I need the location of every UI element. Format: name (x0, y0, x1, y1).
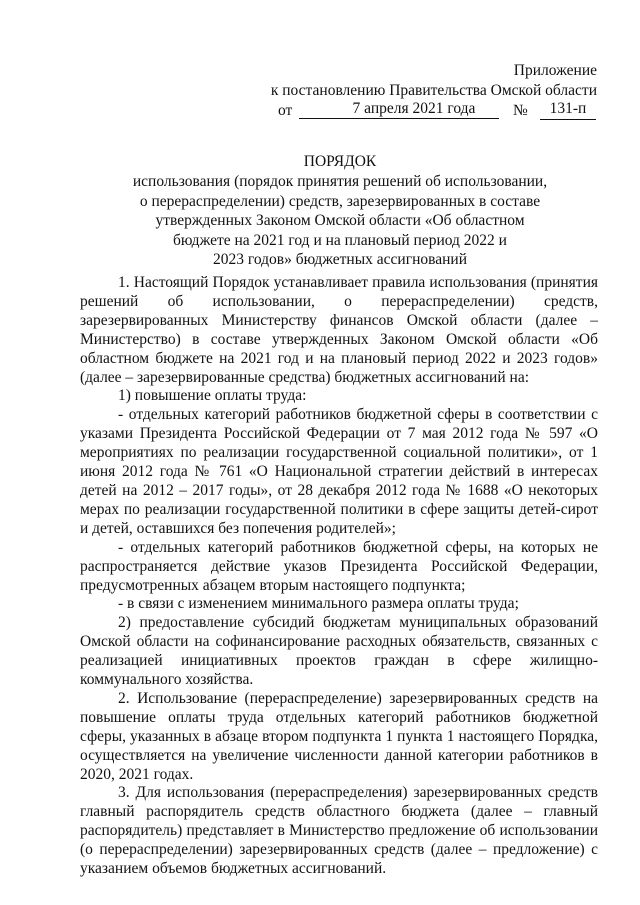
appendix-reference: к постановлению Правительства Омской области (270, 82, 597, 99)
document-subtitle (80, 172, 600, 270)
subtitle-line: о перераспределении) средств, зарезервированных в составе (139, 192, 541, 210)
paragraph: 2) предоставление субсидий бюджетам муниципальных образований Омской области на софинансирование расходных обязательств, связанных с реализацией инициативных проектов граждан в сфере жилищно-коммунального хозяйства. (80, 614, 598, 689)
paragraph: - отдельных категорий работников бюджетной сферы в соответствии с указами Президента Российской Федерации от 7 мая 2012 года № 597 «О мероприятиях по реализации государственной социальной политики», от 1 июня 2012 года № 761 «О Национальной стратегии действий в интересах детей на 2012 – 2017 годы», от 28 декабря 2012 года № 1688 «О некоторых мерах по реализации государственной политики в сфере защиты детей-сирот и детей, оставшихся без попечения родителей»; (80, 406, 598, 537)
paragraph: - отдельных категорий работников бюджетной сферы, на которых не распространяется действие указов Президента Российской Федерации, предусмотренных абзацем вторым настоящего подпункта; (80, 538, 598, 594)
subtitle-line: 2023 годов» бюджетных ассигнований (212, 251, 467, 268)
appendix-label: Приложение (513, 62, 597, 79)
appendix-header (271, 61, 597, 101)
paragraph: - в связи с изменением минимального размера оплаты труда; (118, 595, 519, 613)
subtitle-line: бюджете на 2021 год и на плановый период 2022 и (173, 231, 507, 249)
resolution-dateline (278, 99, 598, 121)
paragraph: 2. Использование (перераспределение) зарезервированных средств на повышение оплаты труда отдельных категорий работников бюджетной сферы, указанных в абзаце втором подпункта 1 пункта 1 настоящего Порядка, осуществляется на увеличение численности данной категории работников в 2020, 2021 годах. (80, 689, 598, 783)
subtitle-line: использования (порядок принятия решений об использовании, (132, 173, 548, 190)
document-body (80, 274, 598, 879)
paragraph: 1. Настоящий Порядок устанавливает правила использования (принятия решений об использовании, о перераспределении) средств, зарезервированных Министерству финансов Омской области (далее – Министерство) в составе утвержденных Законом Омской области «Об областном бюджете на 2021 год и на плановый период 2022 и 2023 годов» (далее – зарезервированные средства) бюджетных ассигнований на: (80, 274, 598, 386)
resolution-date: 7 апреля 2021 года (299, 99, 499, 119)
document-title: ПОРЯДОК (303, 153, 377, 170)
from-label: от (278, 102, 293, 119)
number-sign: № (513, 102, 528, 119)
paragraph: 1) повышение оплаты труда: (118, 387, 307, 405)
paragraph: 3. Для использования (перераспределения) зарезервированных средств главный распорядитель средств областного бюджета (далее – главный распорядитель) представляет в Министерство предложение об использовании (о перераспределении) зарезервированных средств (далее – предложение) с указанием объемов бюджетных ассигнований. (80, 784, 598, 878)
resolution-number: 131-п (540, 99, 596, 120)
subtitle-line: утвержденных Законом Омской области «Об областном (155, 212, 525, 229)
